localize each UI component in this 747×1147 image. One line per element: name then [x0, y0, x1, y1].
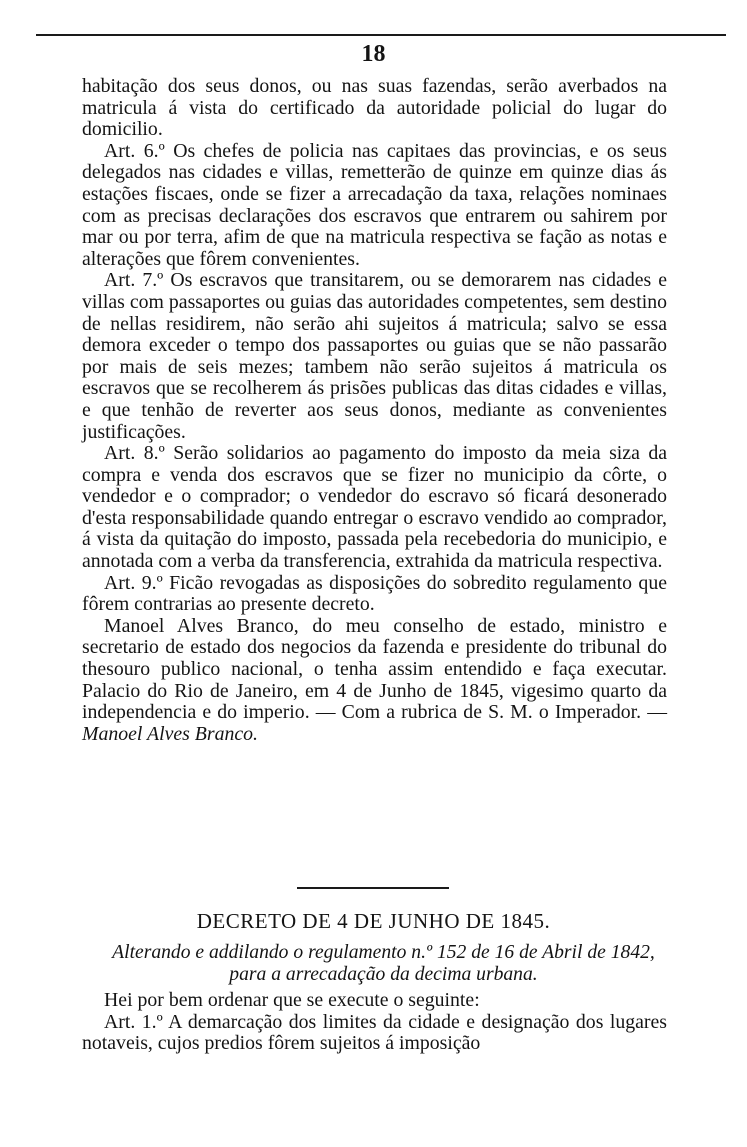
- decree-preamble: Hei por bem ordenar que se execute o seguinte:: [104, 989, 480, 1011]
- decree-subtitle: Alterando e addilando o regulamento n.º 152 de 16 de Abril de 1842, para a arrecadação da decima urbana.: [112, 942, 655, 985]
- paragraph-art-8: Art. 8.º Serão solidarios ao pagamento do imposto da meia siza da compra e venda dos escravos que se fizer no municipio da côrte, o vendedor e o comprador; o vendedor do escravo só ficará desonerado d'esta responsabilidade quando entregar o escravo vendido ao comprador, á vista da quitação do imposto, passada pela recebedoria do municipio, e annotada com a verba da transferencia, extrahida da matricula respectiva.: [82, 442, 667, 573]
- decree-art-1: Art. 1.º A demarcação dos limites da cidade e designação dos lugares notaveis, cujos predios fôrem sujeitos á imposição: [82, 1010, 667, 1055]
- paragraph-art-9: Art. 9.º Ficão revogadas as disposições do sobredito regulamento que fôrem contrarias ao presente decreto.: [82, 571, 667, 616]
- paragraph-enactment: [82, 616, 667, 746]
- header-rule: [36, 34, 726, 36]
- paragraph-art-6: Art. 6.º Os chefes de policia nas capitaes das provincias, e os seus delegados nas cidades e villas, remetterão de quinze em quinze dias ás estações fiscaes, onde se fizer a arrecadação da taxa, relações nominaes com as precisas declarações dos escravos que entrarem ou sahirem por mar ou por terra, afim de que na matricula respectiva se fação as notas e alterações que fôrem convenientes.: [82, 139, 667, 270]
- section-divider: [297, 887, 449, 889]
- paragraph-art-7: Art. 7.º Os escravos que transitarem, ou se demorarem nas cidades e villas com passaportes ou guias das autoridades competentes, sem destino de nellas residirem, não serão ahi sujeitos á matricula; salvo se essa demora exceder o tempo dos passaportes ou guias que se não passarão por mais de seis mezes; tambem não serão sujeitos á matricula os escravos que se recolherem ás prisões publicas das ditas cidades e villas, e que tenhão de reverter aos seus donos, mediante as convenientes justificações.: [82, 269, 667, 443]
- continuation-text: [82, 76, 667, 745]
- signature: Manoel Alves Branco.: [82, 722, 258, 745]
- enactment-text: Manoel Alves Branco, do meu conselho de estado, ministro e secretario de estado dos negocios da fazenda e presidente do tribunal do thesouro publico nacional, o tenha assim entendido e faça executar. Palacio do Rio de Janeiro, em 4 de Junho de 1845, vigesimo quarto da independencia e do imperio. — Com a rubrica de S. M. o Imperador. —: [82, 614, 667, 724]
- decree-heading: DECRETO DE 4 DE JUNHO DE 1845.: [196, 909, 551, 933]
- page-number: 18: [361, 41, 386, 67]
- paragraph-continuation: habitação dos seus donos, ou nas suas fazendas, serão averbados na matricula á vista do certificado da autoridade policial do lugar do domicilio.: [82, 75, 667, 141]
- decree-body: [82, 990, 667, 1055]
